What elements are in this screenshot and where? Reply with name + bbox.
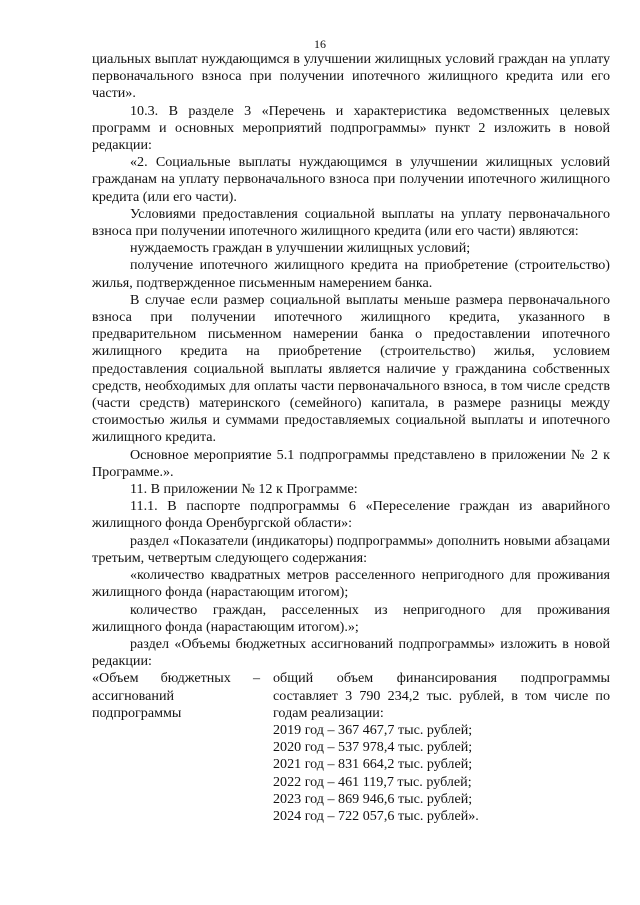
funding-year-line: 2024 год – 722 057,6 тыс. рублей». — [273, 807, 479, 824]
funding-year-line: 2023 год – 869 946,6 тыс. рублей; — [273, 790, 473, 807]
paragraph: 10.3. В разделе 3 «Перечень и характеристика ведомственных целевых программ и основных мероприятий подпрограммы» пункт 2 изложить в новой редакции: — [92, 102, 610, 154]
table-value-cell — [273, 670, 610, 825]
paragraph: раздел «Показатели (индикаторы) подпрограммы» дополнить новыми абзацами третьим, четвертым следующего содержания: — [92, 532, 610, 566]
funding-year-line: 2022 год – 461 119,7 тыс. рублей; — [273, 773, 472, 790]
funding-total-text: общий объем финансирования подпрограммы составляет 3 790 234,2 тыс. рублей, в том числе по годам реализации: — [273, 670, 610, 721]
page-number: 16 — [314, 37, 326, 51]
paragraph: Основное мероприятие 5.1 подпрограммы представлено в приложении № 2 к Программе.». — [92, 446, 610, 480]
budget-passport-table — [92, 670, 610, 824]
paragraph: 11.1. В паспорте подпрограммы 6 «Переселение граждан из аварийного жилищного фонда Оренбургской области»: — [92, 498, 610, 532]
paragraph: получение ипотечного жилищного кредита на приобретение (строительство) жилья, подтвержденное письменным намерением банка. — [92, 257, 610, 291]
table-label-line: подпрограммы — [92, 704, 182, 721]
document-body — [92, 51, 610, 824]
paragraph: циальных выплат нуждающимся в улучшении жилищных условий граждан на уплату первоначального взноса при получении ипотечного жилищного кредита или его части». — [92, 51, 610, 102]
table-label-line: «Объем бюджетных – — [92, 670, 260, 687]
paragraph: раздел «Объемы бюджетных ассигнований подпрограммы» изложить в новой редакции: — [92, 635, 610, 670]
paragraph: нуждаемость граждан в улучшении жилищных условий; — [130, 240, 471, 257]
table-label-line: ассигнований — [92, 687, 175, 704]
paragraph: 11. В приложении № 12 к Программе: — [130, 481, 358, 498]
paragraph: В случае если размер социальной выплаты меньше размера первоначального взноса при получении ипотечного жилищного кредита, указанного в предварительном письменном намерении банка о предоставлении ипотечного жилищного кредита на приобретение (строительство) жилья, условием предоставления социальной выплаты является наличие у гражданина собственных средств, необходимых для оплаты части первоначального взноса, в том числе средств (части средств) материнского (семейного) капитала, в размере разницы между стоимостью жилья и суммами предоставляемых социальной выплаты и ипотечного жилищного кредита. — [92, 291, 610, 446]
paragraph: «2. Социальные выплаты нуждающимся в улучшении жилищных условий гражданам на уплату первоначального взноса при получении ипотечного жилищного кредита (или его части). — [92, 154, 610, 205]
paragraph: Условиями предоставления социальной выплаты на уплату первоначального взноса при получении ипотечного жилищного кредита (или его части) являются: — [92, 205, 610, 240]
paragraph: «количество квадратных метров расселенного непригодного для проживания жилищного фонда (нарастающим итогом); — [92, 567, 610, 601]
paragraph: количество граждан, расселенных из непригодного для проживания жилищного фонда (нарастающим итогом).»; — [92, 601, 610, 635]
funding-year-line: 2021 год – 831 664,2 тыс. рублей; — [273, 756, 473, 773]
funding-year-line: 2019 год – 367 467,7 тыс. рублей; — [273, 721, 473, 738]
table-label-cell — [92, 670, 260, 722]
funding-year-line: 2020 год – 537 978,4 тыс. рублей; — [273, 739, 473, 756]
